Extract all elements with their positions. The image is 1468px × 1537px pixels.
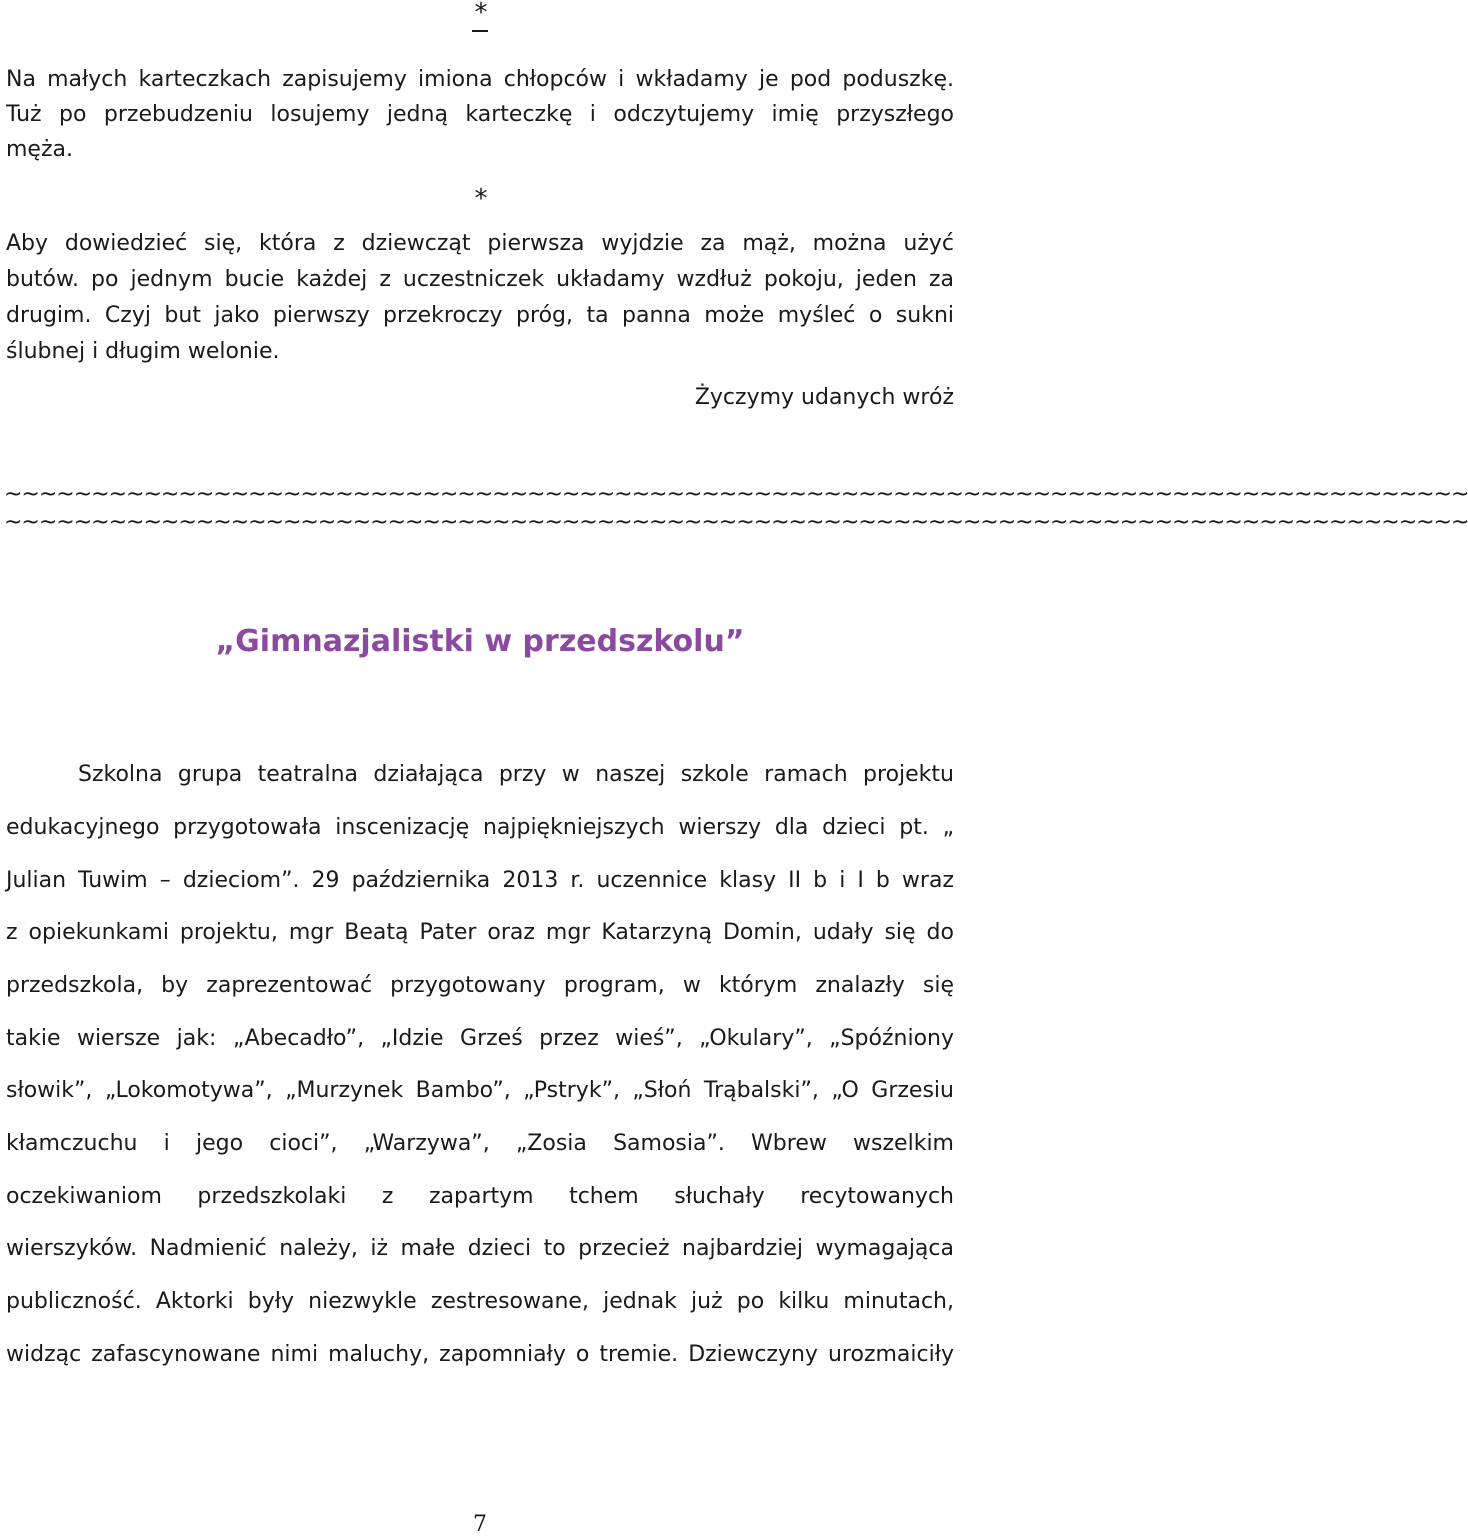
article-line: oczekiwaniom przedszkolaki z zapartym tchem słuchały recytowanych bbox=[6, 1184, 954, 1209]
article-line: z opiekunkami projektu, mgr Beatą Pater oraz mgr Katarzyną Domin, udały się do bbox=[6, 920, 954, 945]
article-line: słowik”, „Lokomotywa”, „Murzynek Bambo”, „Pstryk”, „Słoń Trąbalski”, „O Grzesiu bbox=[6, 1078, 954, 1103]
text-line: Aby dowiedzieć się, która z dziewcząt pierwsza wyjdzie za mąż, można użyć bbox=[6, 231, 954, 256]
article-line: wierszyków. Nadmienić należy, iż małe dzieci to przecież najbardziej wymagająca bbox=[6, 1236, 954, 1261]
separator-star-mid: * bbox=[474, 184, 488, 214]
text-line: drugim. Czyj but jako pierwszy przekroczy próg, ta panna może myśleć o sukni bbox=[6, 303, 954, 328]
page-number: 7 bbox=[473, 1512, 487, 1537]
tilde-separator: ~~~~~~~~~~~~~~~~~~~~~~~~~~~~~~~~~~~~~~~~~~~~~~~~~~~~~~~~~~~~~~~~~~~~~~~~~~~~~~~~~~~~ bbox=[4, 482, 1468, 507]
article-line: publiczność. Aktorki były niezwykle zestresowane, jednak już po kilku minutach, bbox=[6, 1289, 954, 1314]
text-line: ślubnej i długim welonie. bbox=[6, 339, 280, 364]
text-line: Tuż po przebudzeniu losujemy jedną karteczkę i odczytujemy imię przyszłego bbox=[6, 102, 954, 127]
article-line: Szkolna grupa teatralna działająca przy w naszej szkole ramach projektu bbox=[78, 762, 954, 787]
text-line: Na małych karteczkach zapisujemy imiona chłopców i wkładamy je pod poduszkę. bbox=[6, 67, 954, 92]
separator-star-top: * bbox=[474, 0, 488, 28]
article-title: „Gimnazjalistki w przedszkolu” bbox=[215, 624, 745, 659]
article-line: takie wiersze jak: „Abecadło”, „Idzie Grześ przez wieś”, „Okulary”, „Spóźniony bbox=[6, 1026, 954, 1051]
article-line: kłamczuchu i jego cioci”, „Warzywa”, „Zosia Samosia”. Wbrew wszelkim bbox=[6, 1131, 954, 1156]
tilde-separator: ~~~~~~~~~~~~~~~~~~~~~~~~~~~~~~~~~~~~~~~~~~~~~~~~~~~~~~~~~~~~~~~~~~~~~~~~~~~~~~~~~~~~ bbox=[4, 510, 1468, 535]
article-line: edukacyjnego przygotowała inscenizację najpiękniejszych wierszy dla dzieci pt. „ bbox=[6, 815, 954, 840]
article-line: widząc zafascynowane nimi maluchy, zapomniały o tremie. Dziewczyny urozmaiciły bbox=[6, 1342, 954, 1367]
article-line: Julian Tuwim – dzieciom”. 29 października 2013 r. uczennice klasy II b i I b wraz bbox=[6, 868, 954, 893]
text-line: butów. po jednym bucie każdej z uczestniczek układamy wzdłuż pokoju, jeden za bbox=[6, 267, 954, 292]
closing-wish: Życzymy udanych wróż bbox=[694, 385, 954, 410]
separator-underline bbox=[472, 30, 488, 32]
text-line: męża. bbox=[6, 137, 73, 162]
article-line: przedszkola, by zaprezentować przygotowany program, w którym znalazły się bbox=[6, 973, 954, 998]
